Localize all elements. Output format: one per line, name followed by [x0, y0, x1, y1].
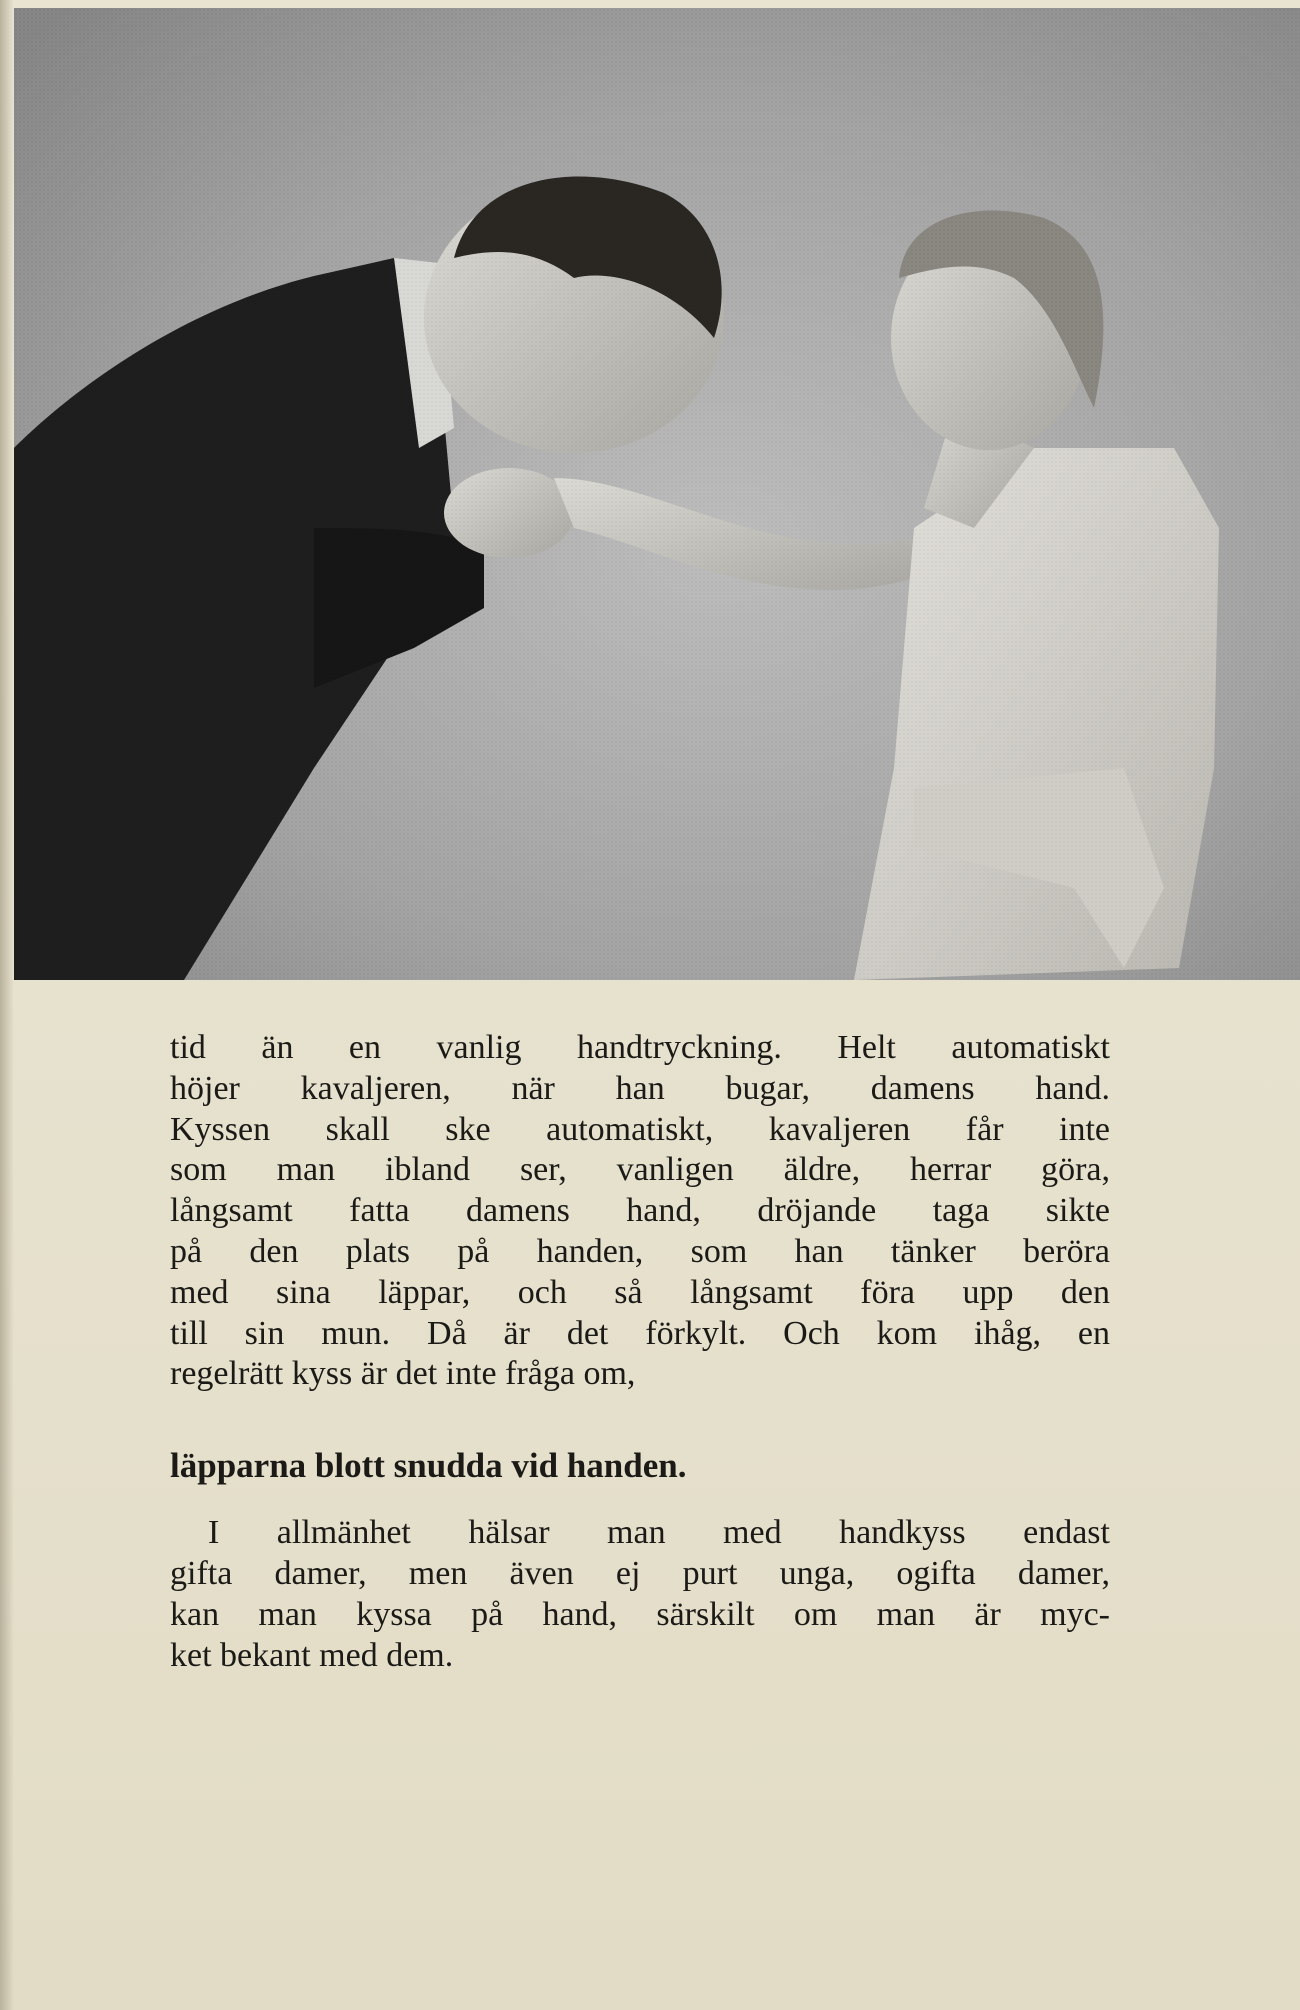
text-line: tid än en vanlig handtryckning. Helt automatiskt	[170, 1029, 1110, 1066]
text-line: som man ibland ser, vanligen äldre, herrar göra,	[170, 1151, 1110, 1189]
text-line: till sin mun. Då är det förkylt. Och kom ihåg, en	[170, 1314, 1110, 1352]
text-line: I allmänhet hälsar man med handkyss endast	[208, 1514, 1110, 1552]
page-gutter-shadow	[0, 0, 14, 2010]
text-line: kan man kyssa på hand, särskilt om man är myc-	[170, 1595, 1110, 1633]
text-line: Kyssen skall ske automatiskt, kavaljeren får inte	[170, 1110, 1110, 1148]
emphasized-line: läpparna blott snudda vid handen.	[170, 1446, 687, 1486]
text-line: med sina läppar, och så långsamt föra upp den	[170, 1273, 1110, 1311]
text-line: på den plats på handen, som han tänker beröra	[170, 1232, 1110, 1270]
body-text	[170, 1028, 1110, 1676]
paragraph-1	[170, 1028, 1110, 1395]
text-line: gifta damer, men även ej purt unga, ogifta damer,	[170, 1554, 1110, 1592]
text-line: regelrätt kyss är det inte fråga om,	[170, 1355, 636, 1393]
photograph-hand-kiss	[14, 8, 1300, 980]
text-line: långsamt fatta damens hand, dröjande taga sikte	[170, 1192, 1110, 1230]
paragraph-2	[170, 1513, 1110, 1676]
text-line: höjer kavaljeren, när han bugar, damens hand.	[170, 1069, 1110, 1107]
text-line: ket bekant med dem.	[170, 1636, 454, 1674]
